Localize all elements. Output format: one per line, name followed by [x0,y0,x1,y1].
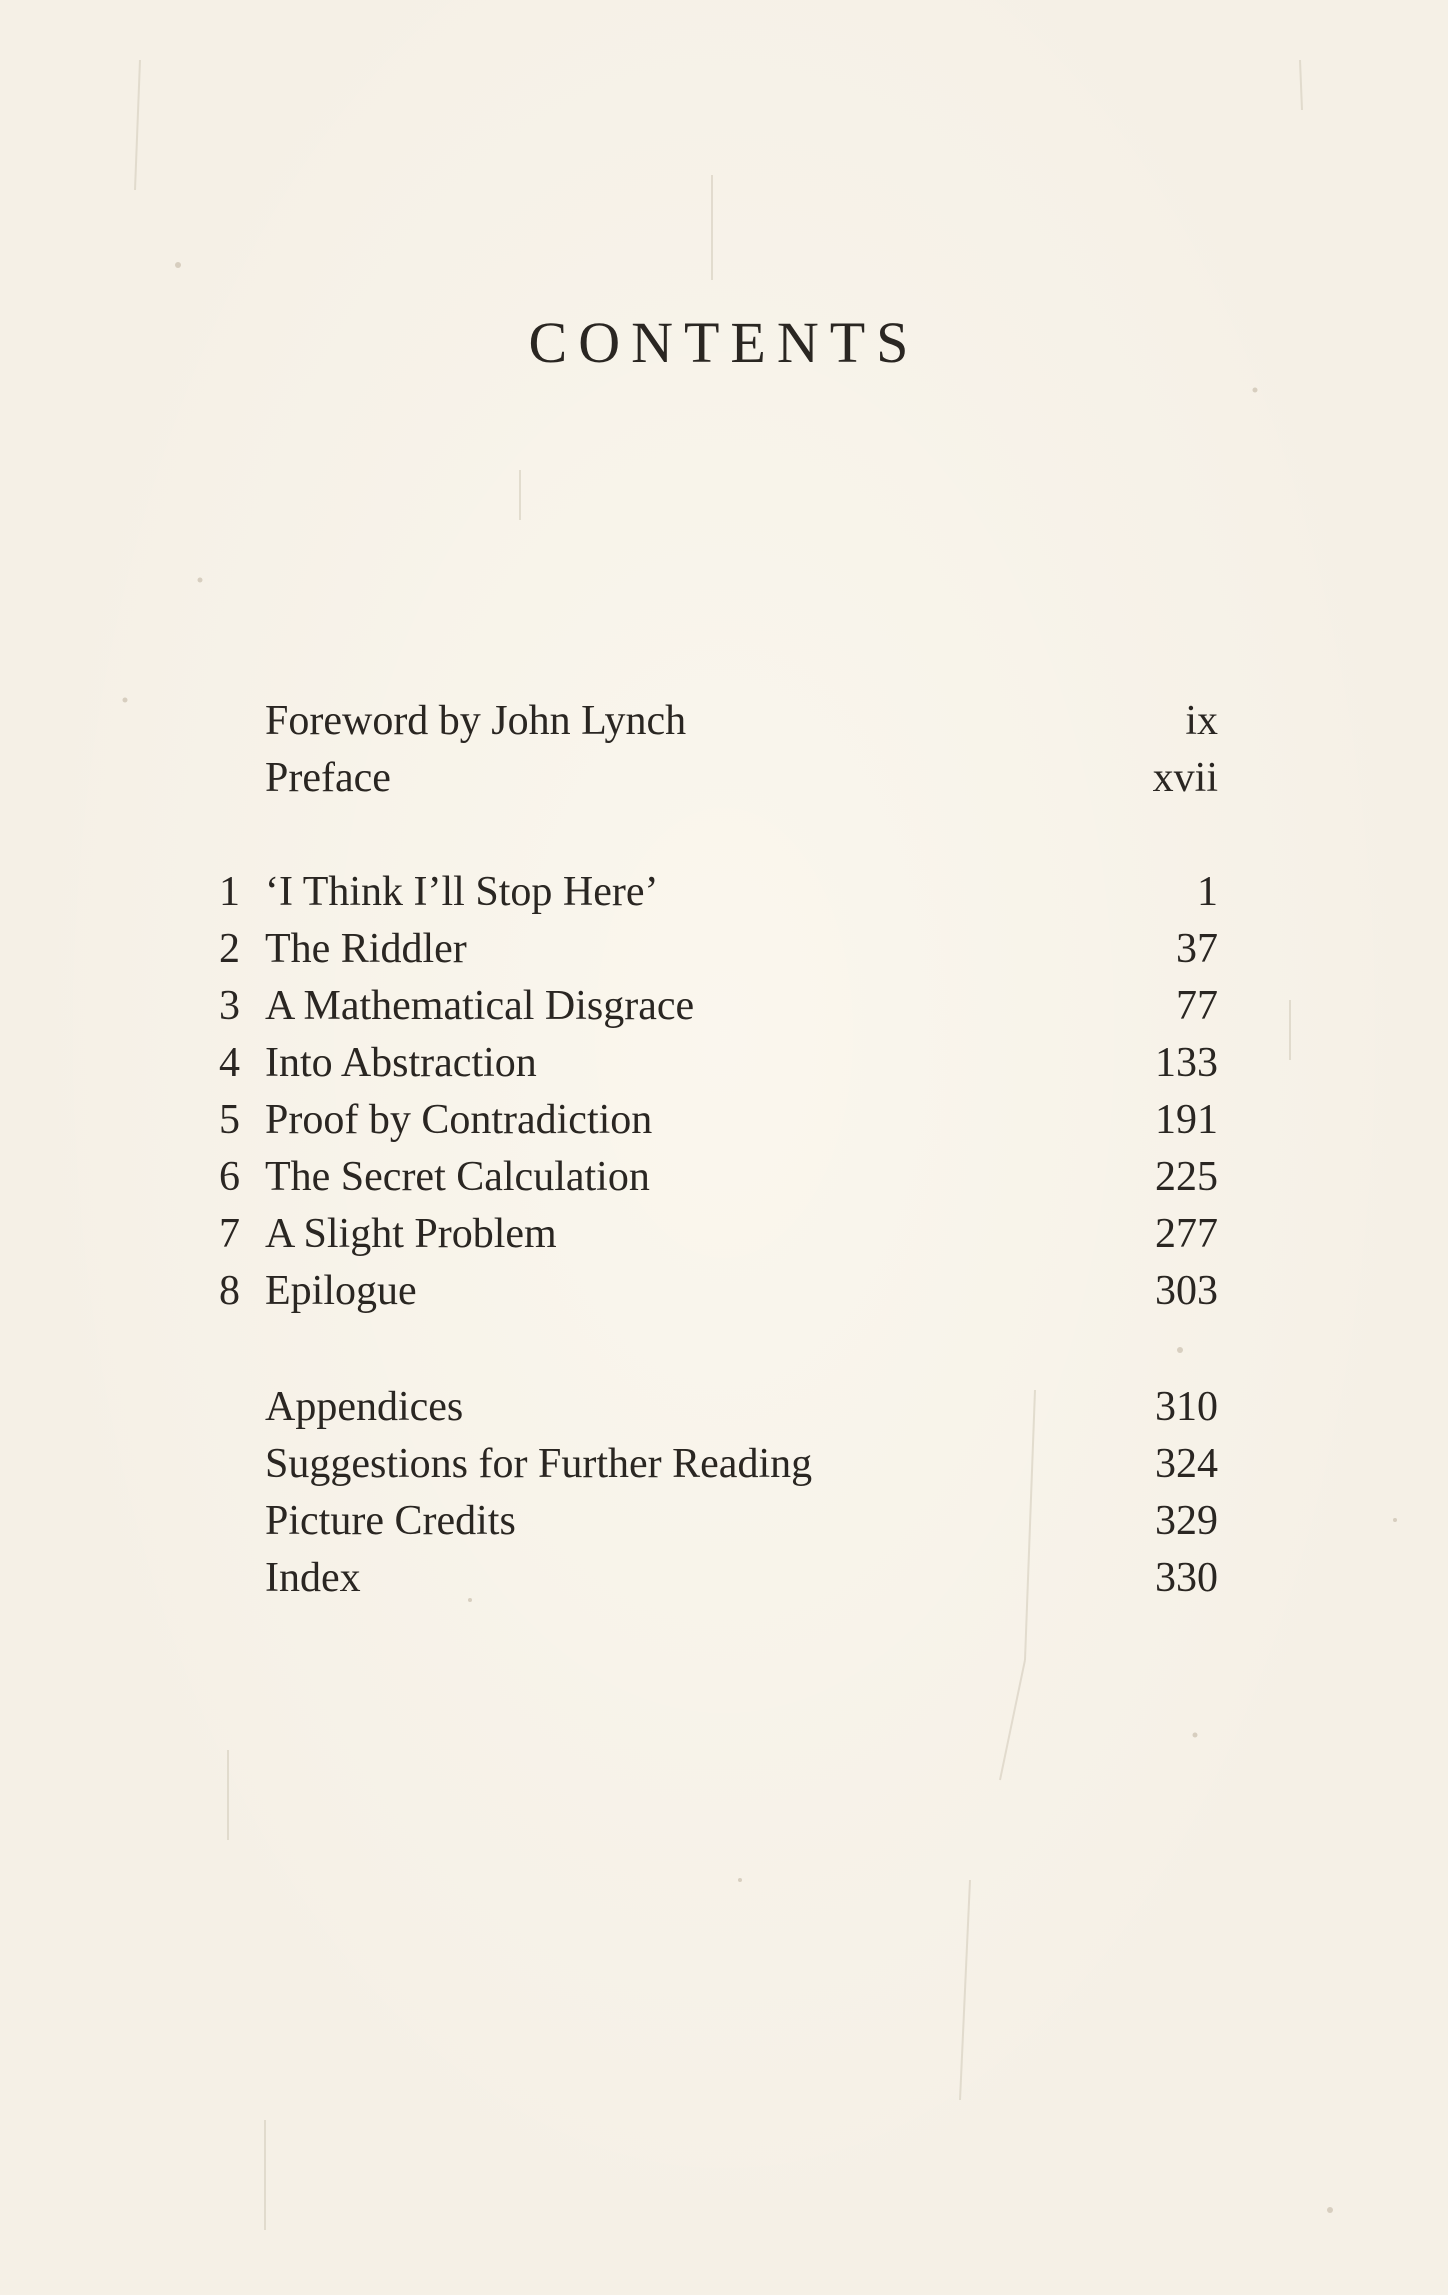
toc-entry-chapter [200,1263,1218,1320]
toc-entry-page: 329 [1155,1498,1218,1544]
toc-entry-label: The Secret Calculation [265,1154,650,1200]
toc-entry-page: 191 [1155,1097,1218,1143]
chapter-number: 2 [219,926,240,972]
chapter-number: 3 [219,983,240,1029]
toc-entry-label: Index [265,1555,361,1601]
toc-entry-appendices [200,1379,1218,1436]
chapter-number: 7 [219,1211,240,1257]
toc-entry-chapter [200,1149,1218,1206]
chapter-number: 5 [219,1097,240,1143]
toc-entry-page: 133 [1155,1040,1218,1086]
chapter-number: 1 [219,869,240,915]
toc-entry-chapter [200,1035,1218,1092]
toc-entry-label: Appendices [265,1384,464,1430]
toc-entry-page: 324 [1155,1441,1218,1487]
toc-entry-index [200,1550,1218,1607]
chapter-number: 4 [219,1040,240,1086]
toc-entry-label: Preface [265,755,391,801]
toc-entry-page: 37 [1176,926,1218,972]
toc-entry-page: 303 [1155,1268,1218,1314]
toc-entry-label: Epilogue [265,1268,417,1314]
toc-entry-page: 77 [1176,983,1218,1029]
toc-entry-page: 225 [1155,1154,1218,1200]
chapter-number: 8 [219,1268,240,1314]
toc-entry-chapter [200,978,1218,1035]
toc-entry-chapter [200,1206,1218,1263]
front-matter-list [200,693,1218,807]
toc-entry-label: Proof by Contradiction [265,1097,653,1143]
chapter-list [200,864,1218,1320]
toc-entry-page: 1 [1197,869,1218,915]
toc-entry-page: 310 [1155,1384,1218,1430]
toc-entry-foreword [200,693,1218,750]
toc-entry-chapter [200,921,1218,978]
toc-entry-picture-credits [200,1493,1218,1550]
toc-entry-label: A Mathematical Disgrace [265,983,695,1029]
toc-entry-chapter [200,1092,1218,1149]
toc-entry-page: 277 [1155,1211,1218,1257]
toc-entry-label: Suggestions for Further Reading [265,1441,813,1487]
toc-entry-page: ix [1185,698,1218,744]
toc-entry-label: Foreword by John Lynch [265,698,687,744]
chapter-number: 6 [219,1154,240,1200]
toc-entry-label: The Riddler [265,926,467,972]
toc-entry-page: 330 [1155,1555,1218,1601]
toc-entry-preface [200,750,1218,807]
back-matter-list [200,1379,1218,1607]
toc-entry-label: Picture Credits [265,1498,516,1544]
toc-entry-label: ‘I Think I’ll Stop Here’ [265,869,659,915]
page-title: CONTENTS [528,310,920,375]
toc-entry-label: Into Abstraction [265,1040,537,1086]
toc-entry-further-reading [200,1436,1218,1493]
toc-entry-chapter [200,864,1218,921]
toc-entry-label: A Slight Problem [265,1211,557,1257]
toc-entry-page: xvii [1152,755,1218,801]
